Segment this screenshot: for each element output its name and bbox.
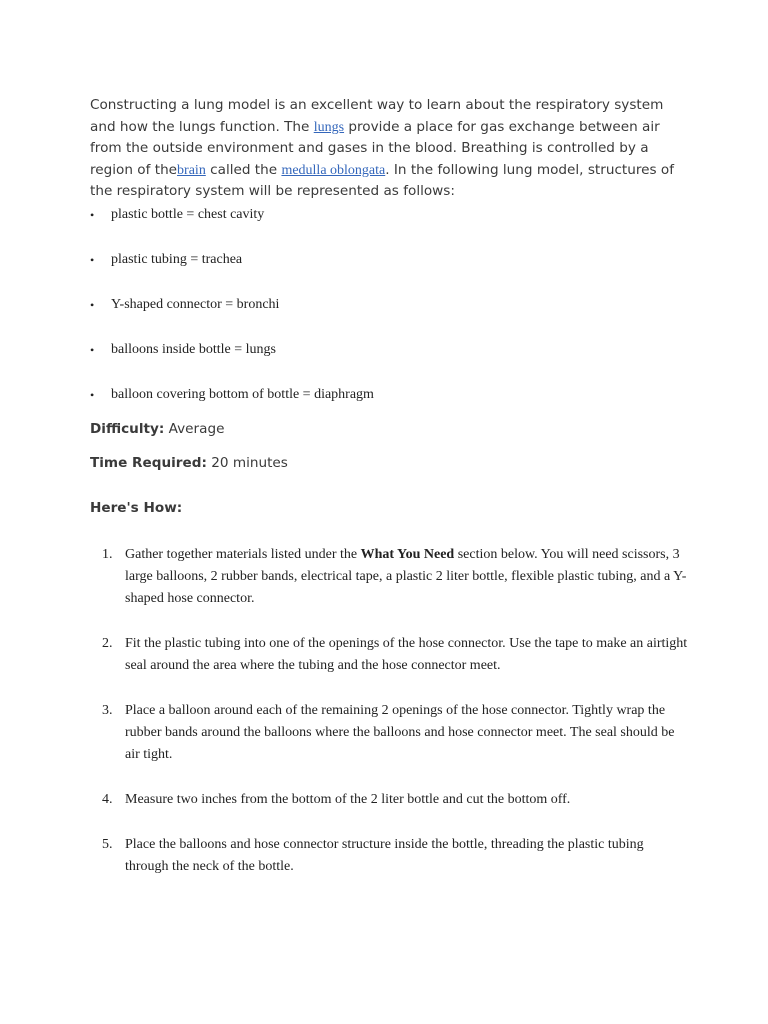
difficulty-value: Average <box>164 421 225 437</box>
model-structure-list <box>90 205 690 430</box>
list-item: • balloon covering bottom of bottle = diaphragm <box>90 385 690 430</box>
step-text: Measure two inches from the bottom of the 2 liter bottle and cut the bottom off. <box>125 792 571 807</box>
step-item <box>90 544 690 610</box>
step-number: 2. <box>102 636 113 651</box>
list-item: • balloons inside bottle = lungs <box>90 340 690 385</box>
lungs-link[interactable]: lungs <box>313 119 345 135</box>
step-number: 3. <box>102 703 113 718</box>
intro-text: called the <box>205 161 282 178</box>
list-item: • plastic tubing = trachea <box>90 250 690 295</box>
step-number: 5. <box>102 837 113 852</box>
step-text: section below. You will need scissors, 3 large balloons, 2 rubber bands, electrical tape, a plastic 2 liter bottle, flexible plastic tubing, and a Y-shaped hose connector. <box>125 547 687 606</box>
step-bold-text: What You Need <box>360 547 455 562</box>
intro-text: Constructing a lung model is an excellent way to learn about the respiratory system and how the lungs function. The <box>90 97 664 135</box>
list-item: • Y-shaped connector = bronchi <box>90 295 690 340</box>
intro-paragraph <box>90 95 690 203</box>
difficulty-label: Difficulty: <box>90 421 165 437</box>
step-item <box>90 633 690 677</box>
howto-heading: Here's How: <box>90 500 183 516</box>
step-item <box>90 700 690 766</box>
intro-text: provide a place for gas exchange between air from the outside environment and gases in the blood. Breathing is controlled by a region of the <box>90 118 660 178</box>
step-item <box>90 834 690 878</box>
step-number: 1. <box>102 547 113 562</box>
step-number: 4. <box>102 792 113 807</box>
step-item <box>90 789 690 811</box>
time-required-value: 20 minutes <box>206 455 288 471</box>
intro-text: . In the following lung model, structures of the respiratory system will be represented as follows: <box>90 161 675 200</box>
list-item: • plastic bottle = chest cavity <box>90 205 690 250</box>
medulla-oblongata-link[interactable]: medulla oblongata <box>281 162 386 178</box>
time-required-label: Time Required: <box>90 455 207 471</box>
step-text: Gather together materials listed under the <box>125 547 361 562</box>
brain-link[interactable]: brain <box>177 162 206 178</box>
time-required-line <box>90 455 690 471</box>
steps-list <box>90 544 690 901</box>
step-text: Fit the plastic tubing into one of the openings of the hose connector. Use the tape to make an airtight seal around the area where the tubing and the hose connector meet. <box>125 636 688 673</box>
difficulty-line <box>90 421 690 437</box>
step-text: Place a balloon around each of the remaining 2 openings of the hose connector. Tightly wrap the rubber bands around the balloons where the balloons and hose connector meet. The seal should be air tight. <box>125 703 675 762</box>
step-text: Place the balloons and hose connector structure inside the bottle, threading the plastic tubing through the neck of the bottle. <box>125 837 644 874</box>
